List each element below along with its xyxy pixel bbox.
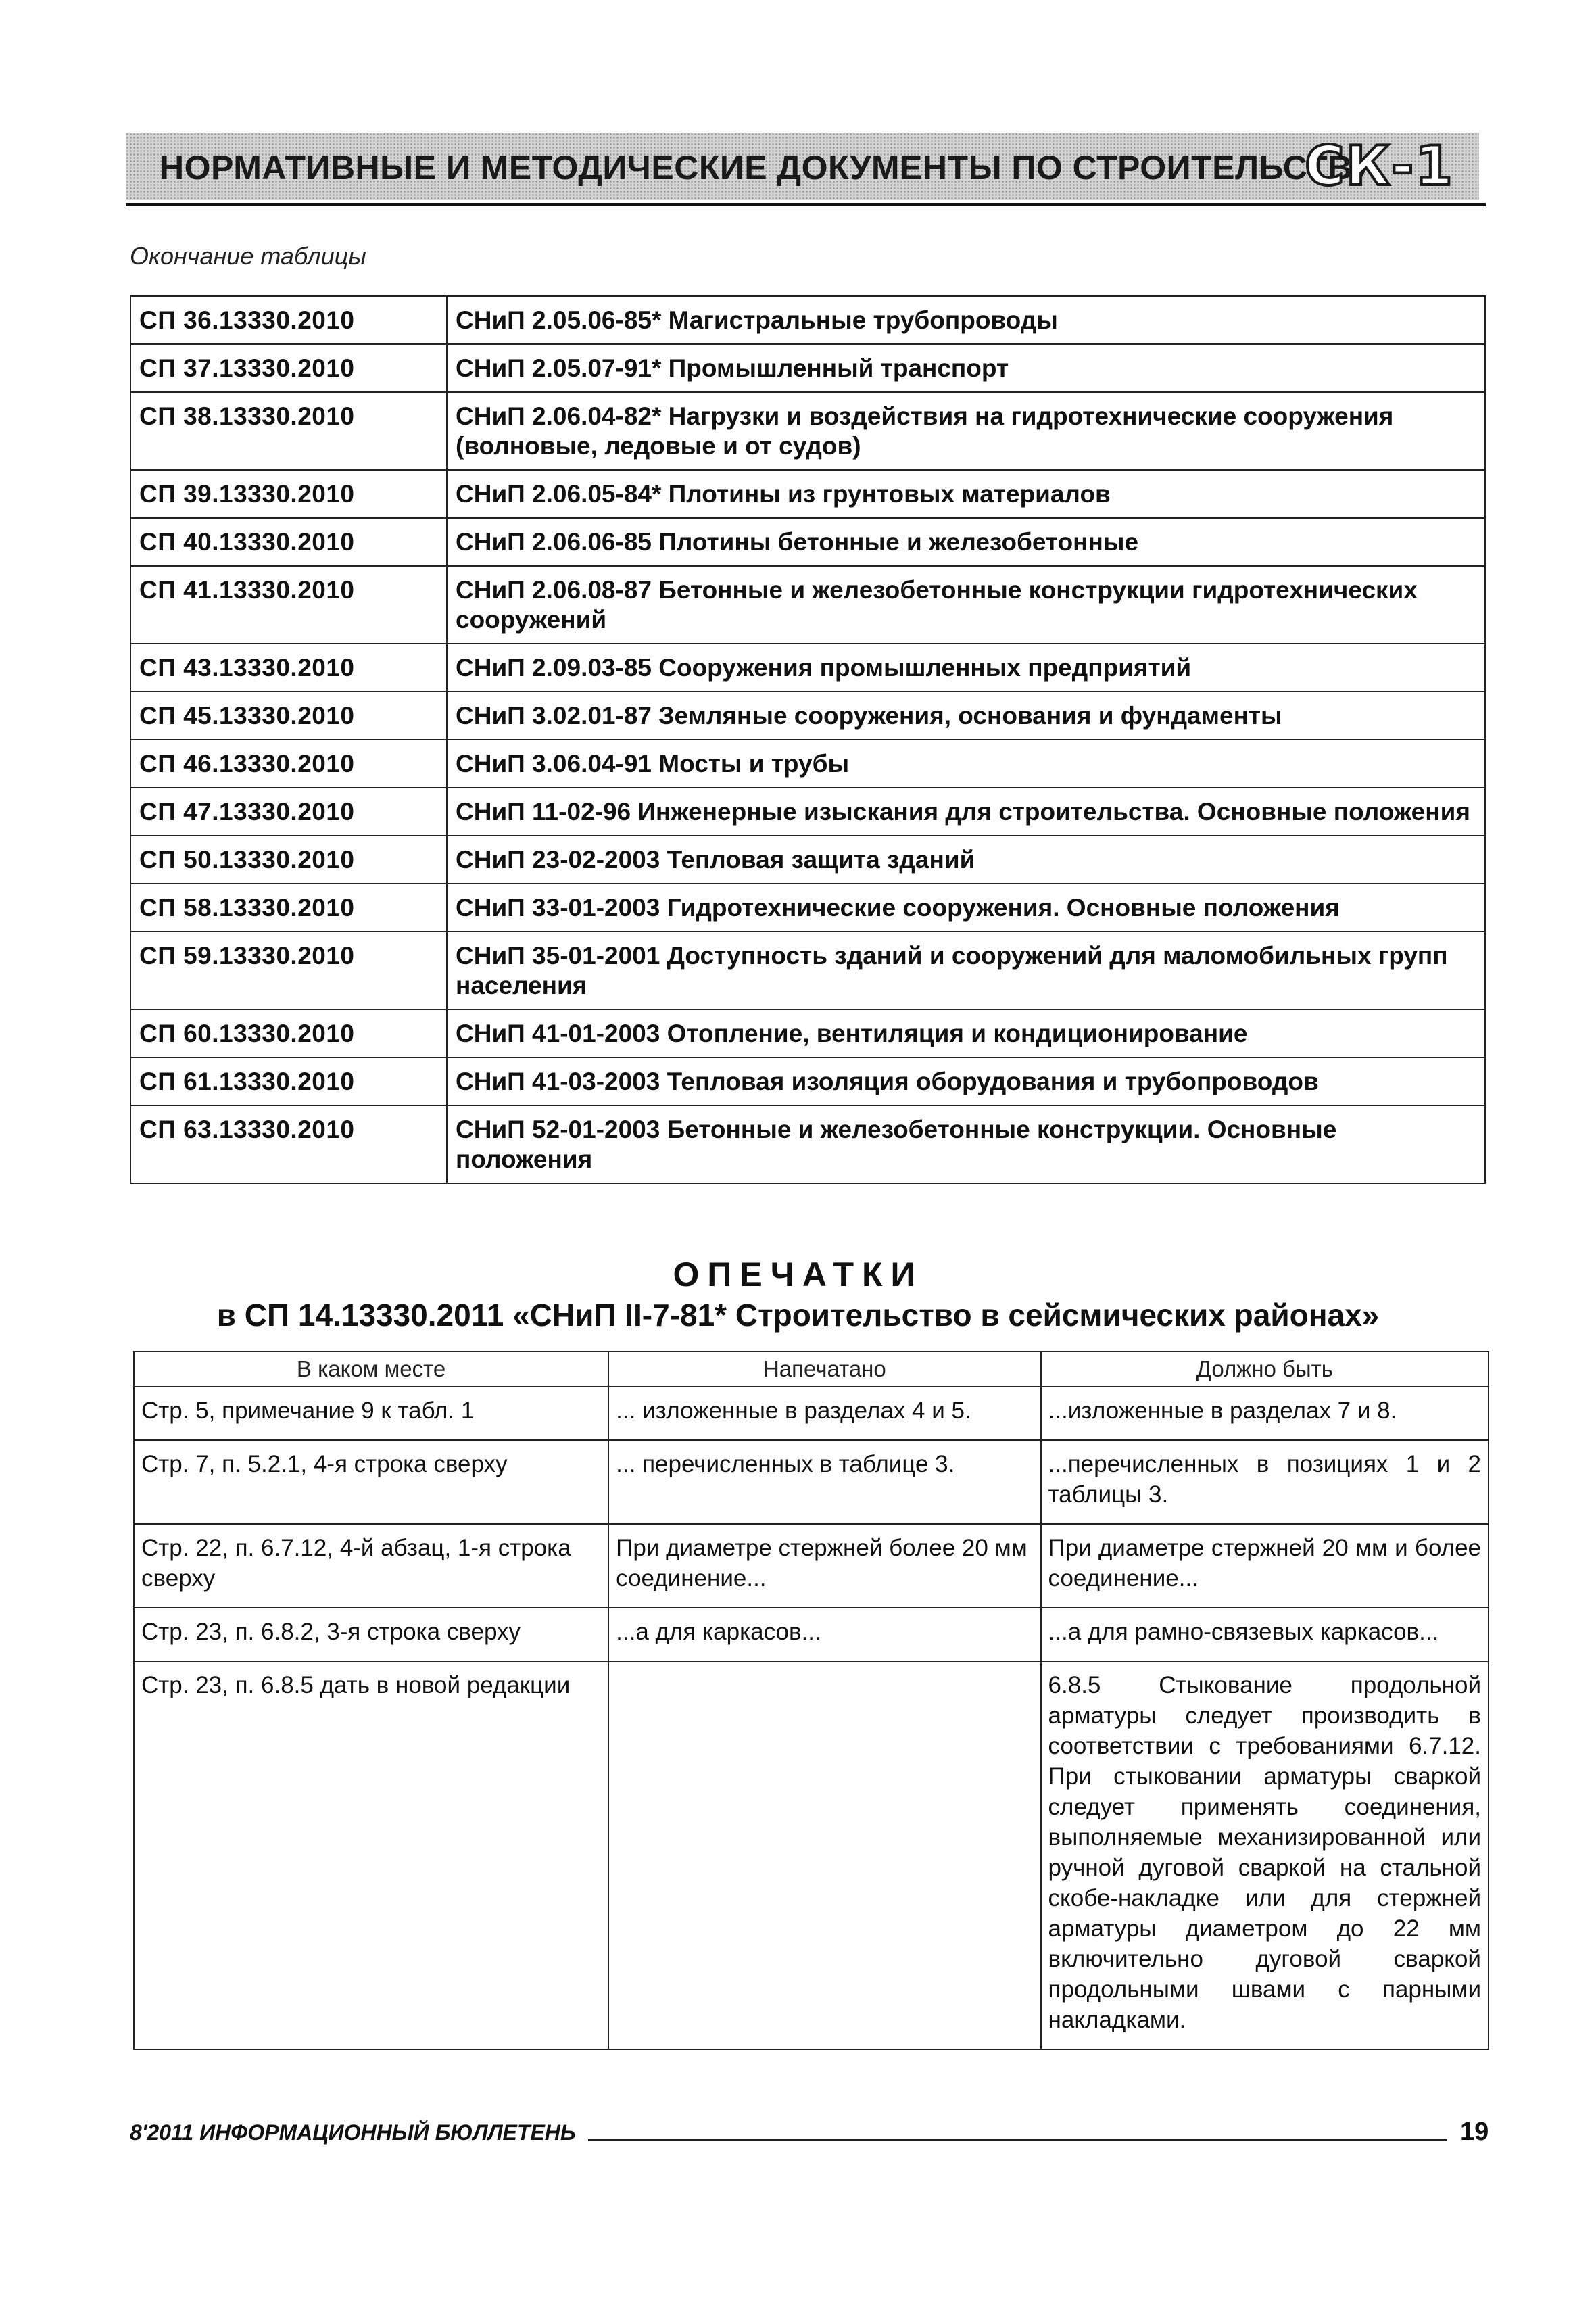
errata-correct: При диаметре стержней 20 мм и более соединение... [1041, 1524, 1489, 1608]
errata-printed [608, 1661, 1040, 2049]
errata-row [134, 1387, 1489, 1440]
standard-title: СНиП 3.02.01-87 Земляные сооружения, основания и фундаменты [447, 692, 1485, 740]
errata-printed: При диаметре стержней более 20 мм соединение... [608, 1524, 1040, 1608]
table-row [130, 296, 1485, 344]
table-row [130, 740, 1485, 788]
errata-header-printed: Напечатано [608, 1352, 1040, 1387]
errata-printed: ... перечисленных в таблице 3. [608, 1440, 1040, 1524]
errata-correct: 6.8.5 Стыкование продольной арматуры следует производить в соответствии с требованиями 6.7.12. При стыковании арматуры сваркой следует применять соединения, выполняемые механизированной или ручной дуговой сваркой на стальной скобе-накладке или для стержней арматуры диаметром до 22 мм включительно дуговой сваркой продольными швами с парными накладками. [1041, 1661, 1489, 2049]
footer-publication [130, 2120, 576, 2145]
table-row [130, 884, 1485, 932]
standard-title: СНиП 33-01-2003 Гидротехнические сооружения. Основные положения [447, 884, 1485, 932]
table-row [130, 932, 1485, 1009]
errata-place: Стр. 5, примечание 9 к табл. 1 [134, 1387, 608, 1440]
table-row [130, 692, 1485, 740]
table-row [130, 518, 1485, 566]
standard-title: СНиП 41-03-2003 Тепловая изоляция оборудования и трубопроводов [447, 1057, 1485, 1105]
errata-correct: ...изложенные в разделах 7 и 8. [1041, 1387, 1489, 1440]
standard-code: СП 58.13330.2010 [130, 884, 447, 932]
errata-title: ОПЕЧАТКИ [673, 1256, 923, 1293]
errata-place: Стр. 7, п. 5.2.1, 4-я строка сверху [134, 1440, 608, 1524]
standard-code: СП 50.13330.2010 [130, 836, 447, 884]
standard-code: СП 40.13330.2010 [130, 518, 447, 566]
page-header-title: НОРМАТИВНЫЕ И МЕТОДИЧЕСКИЕ ДОКУМЕНТЫ ПО СТРОИТЕЛЬСТВУ [160, 149, 1373, 187]
standard-title: СНиП 2.05.07-91* Промышленный транспорт [447, 344, 1485, 392]
errata-row [134, 1440, 1489, 1524]
footer-rule [588, 2139, 1447, 2141]
table-row [130, 392, 1485, 470]
errata-table-body [134, 1387, 1489, 2049]
standard-title: СНиП 52-01-2003 Бетонные и железобетонные конструкции. Основные положения [447, 1105, 1485, 1183]
standard-title: СНиП 2.06.05-84* Плотины из грунтовых материалов [447, 470, 1485, 518]
standard-title: СНиП 41-01-2003 Отопление, вентиляция и кондиционирование [447, 1009, 1485, 1057]
errata-place: Стр. 22, п. 6.7.12, 4-й абзац, 1-я строка сверху [134, 1524, 608, 1608]
standard-title: СНиП 3.06.04-91 Мосты и трубы [447, 740, 1485, 788]
standard-code: СП 59.13330.2010 [130, 932, 447, 1009]
footer-issue: 8'2011 [130, 2120, 194, 2145]
standard-code: СП 43.13330.2010 [130, 644, 447, 692]
table-row [130, 1057, 1485, 1105]
errata-place: Стр. 23, п. 6.8.2, 3-я строка сверху [134, 1608, 608, 1661]
standards-table [130, 295, 1486, 1184]
errata-correct: ...перечисленных в позициях 1 и 2 таблицы 3. [1041, 1440, 1489, 1524]
standard-code: СП 61.13330.2010 [130, 1057, 447, 1105]
standard-code: СП 63.13330.2010 [130, 1105, 447, 1183]
standard-code: СП 45.13330.2010 [130, 692, 447, 740]
standard-title: СНиП 11-02-96 Инженерные изыскания для строительства. Основные положения [447, 788, 1485, 836]
errata-row [134, 1524, 1489, 1608]
standard-title: СНиП 23-02-2003 Тепловая защита зданий [447, 836, 1485, 884]
table-row [130, 644, 1485, 692]
standards-table-body [130, 296, 1485, 1183]
table-row [130, 344, 1485, 392]
errata-header-place: В каком месте [134, 1352, 608, 1387]
standard-title: СНиП 35-01-2001 Доступность зданий и сооружений для маломобильных групп населения [447, 932, 1485, 1009]
errata-printed: ...а для каркасов... [608, 1608, 1040, 1661]
standard-code: СП 46.13330.2010 [130, 740, 447, 788]
footer-publication-name: ИНФОРМАЦИОННЫЙ БЮЛЛЕТЕНЬ [199, 2120, 576, 2145]
errata-place: Стр. 23, п. 6.8.5 дать в новой редакции [134, 1661, 608, 2049]
standard-code: СП 38.13330.2010 [130, 392, 447, 470]
standard-title: СНиП 2.09.03-85 Сооружения промышленных предприятий [447, 644, 1485, 692]
standard-code: СП 39.13330.2010 [130, 470, 447, 518]
errata-printed: ... изложенные в разделах 4 и 5. [608, 1387, 1040, 1440]
errata-subtitle: в СП 14.13330.2011 «СНиП II-7-81* Строительство в сейсмических районах» [216, 1297, 1380, 1333]
errata-table [133, 1351, 1489, 2050]
page-number: 19 [1460, 2118, 1489, 2146]
standard-code: СП 41.13330.2010 [130, 566, 447, 644]
standard-code: СП 60.13330.2010 [130, 1009, 447, 1057]
errata-correct: ...а для рамно-связевых каркасов... [1041, 1608, 1489, 1661]
table-row [130, 566, 1485, 644]
table-caption: Окончание таблицы [130, 242, 366, 270]
header-rule [126, 203, 1486, 206]
standard-title: СНиП 2.06.08-87 Бетонные и железобетонные конструкции гидротехнических сооружений [447, 566, 1485, 644]
errata-row [134, 1661, 1489, 2049]
standard-code: СП 36.13330.2010 [130, 296, 447, 344]
table-row [130, 470, 1485, 518]
standard-title: СНиП 2.05.06-85* Магистральные трубопроводы [447, 296, 1485, 344]
standard-code: СП 37.13330.2010 [130, 344, 447, 392]
errata-header-correct: Должно быть [1041, 1352, 1489, 1387]
errata-row [134, 1608, 1489, 1661]
header-badge: СК-1 [1305, 135, 1454, 197]
standard-title: СНиП 2.06.04-82* Нагрузки и воздействия на гидротехнические сооружения (волновые, ледовые и от судов) [447, 392, 1485, 470]
errata-table-header-row [134, 1352, 1489, 1387]
standard-code: СП 47.13330.2010 [130, 788, 447, 836]
table-row [130, 1009, 1485, 1057]
standard-title: СНиП 2.06.06-85 Плотины бетонные и железобетонные [447, 518, 1485, 566]
table-row [130, 836, 1485, 884]
table-row [130, 788, 1485, 836]
table-row [130, 1105, 1485, 1183]
